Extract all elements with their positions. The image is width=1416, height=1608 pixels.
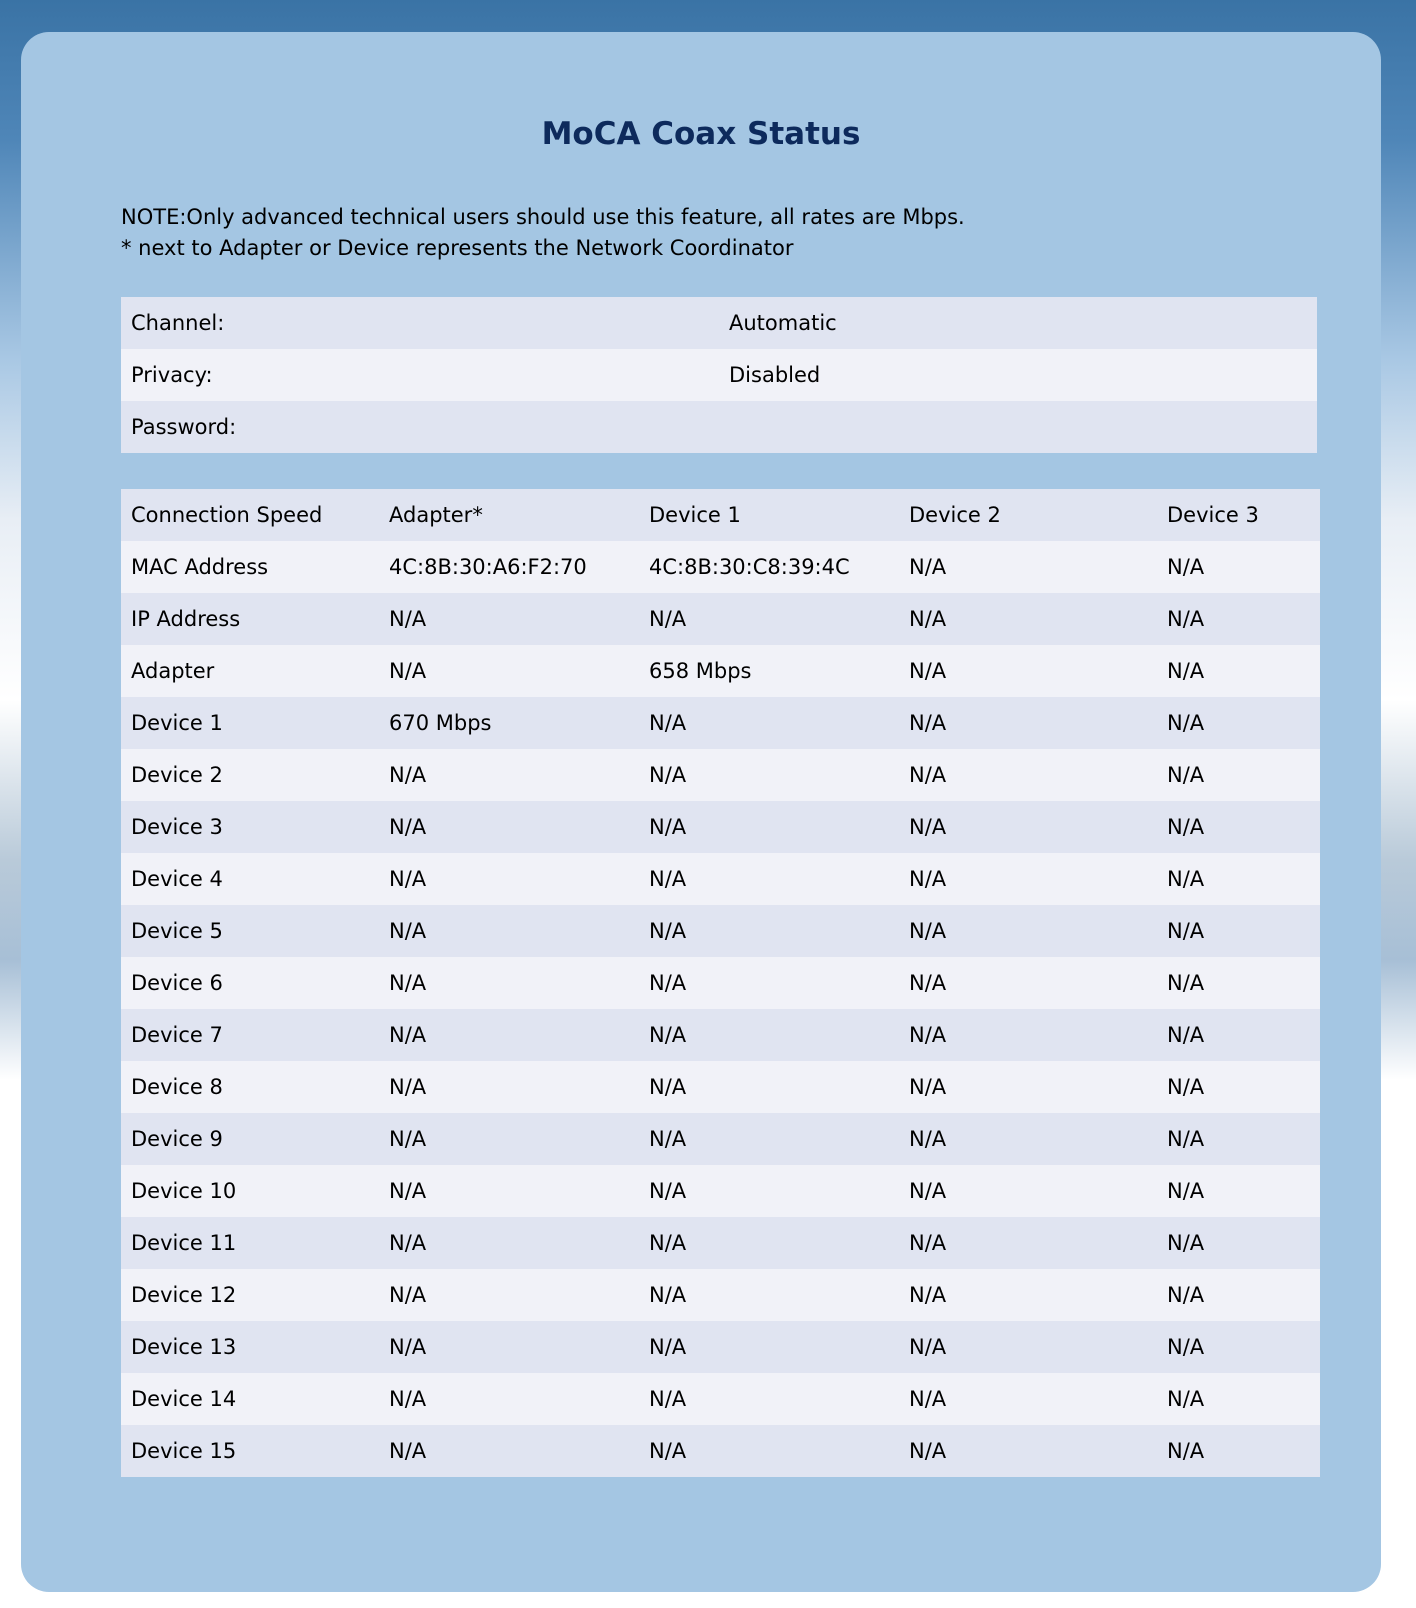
table-cell: N/A [909, 867, 947, 891]
table-cell: N/A [1167, 1335, 1205, 1359]
table-cell: N/A [389, 659, 427, 683]
table-cell: N/A [909, 1439, 947, 1463]
table-cell: N/A [909, 607, 947, 631]
table-cell: N/A [389, 1387, 427, 1411]
table-cell: N/A [909, 1179, 947, 1203]
row-label: Device 13 [131, 1335, 237, 1359]
settings-table [121, 297, 1317, 453]
table-cell: N/A [909, 815, 947, 839]
table-cell: N/A [1167, 1023, 1205, 1047]
table-cell: N/A [909, 1387, 947, 1411]
column-header: Device 2 [909, 503, 1001, 527]
settings-value [719, 401, 1317, 453]
table-row [121, 1269, 1320, 1321]
table-cell: N/A [389, 1179, 427, 1203]
table-cell: N/A [649, 1179, 687, 1203]
column-header: Device 3 [1167, 503, 1259, 527]
table-cell: N/A [389, 971, 427, 995]
table-cell: N/A [649, 1283, 687, 1307]
row-label: Device 3 [131, 815, 223, 839]
table-row [121, 1321, 1320, 1373]
table-cell: N/A [649, 1439, 687, 1463]
table-cell: N/A [649, 607, 687, 631]
table-cell: N/A [909, 659, 947, 683]
table-row [121, 645, 1320, 697]
row-label: MAC Address [131, 555, 269, 579]
row-label: Device 6 [131, 971, 223, 995]
table-cell: N/A [389, 1075, 427, 1099]
table-cell: N/A [1167, 555, 1205, 579]
settings-value: Disabled [729, 363, 821, 387]
row-label: Device 8 [131, 1075, 223, 1099]
table-row [121, 957, 1320, 1009]
table-cell: N/A [909, 1075, 947, 1099]
table-cell: N/A [649, 1127, 687, 1151]
table-row [121, 541, 1320, 593]
row-label: Device 4 [131, 867, 223, 891]
settings-row-password [121, 401, 1317, 453]
table-cell: N/A [1167, 971, 1205, 995]
row-label: Device 14 [131, 1387, 237, 1411]
table-cell: N/A [1167, 711, 1205, 735]
row-label: Device 5 [131, 919, 223, 943]
table-cell: N/A [1167, 1075, 1205, 1099]
status-header-row [121, 489, 1320, 541]
table-cell: N/A [649, 711, 687, 735]
row-label: Device 9 [131, 1127, 223, 1151]
table-row [121, 593, 1320, 645]
table-cell: N/A [909, 971, 947, 995]
table-cell: N/A [1167, 815, 1205, 839]
connection-status-table [121, 489, 1320, 1477]
table-cell: N/A [1167, 1127, 1205, 1151]
table-cell: N/A [1167, 1387, 1205, 1411]
row-label: Adapter [131, 659, 215, 683]
note-line: * next to Adapter or Device represents the Network Coordinator [121, 236, 794, 260]
row-label: Device 2 [131, 763, 223, 787]
table-cell: N/A [389, 919, 427, 943]
row-label: IP Address [131, 607, 241, 631]
table-row [121, 905, 1320, 957]
table-row [121, 1373, 1320, 1425]
content-panel [21, 32, 1381, 1592]
row-label: Device 1 [131, 711, 223, 735]
table-cell: N/A [909, 919, 947, 943]
table-cell: N/A [909, 1023, 947, 1047]
table-row [121, 801, 1320, 853]
table-cell: 4C:8B:30:C8:39:4C [649, 555, 850, 579]
settings-label: Channel: [131, 311, 225, 335]
table-cell: 670 Mbps [389, 711, 492, 735]
settings-value: Automatic [729, 311, 837, 335]
table-cell: 658 Mbps [649, 659, 752, 683]
table-row [121, 749, 1320, 801]
table-cell: N/A [1167, 607, 1205, 631]
table-cell: N/A [1167, 1179, 1205, 1203]
table-cell: 4C:8B:30:A6:F2:70 [389, 555, 587, 579]
table-cell: N/A [1167, 763, 1205, 787]
table-row [121, 1113, 1320, 1165]
settings-label: Password: [131, 415, 237, 439]
table-row [121, 1425, 1320, 1477]
table-cell: N/A [649, 1023, 687, 1047]
settings-label: Privacy: [131, 363, 213, 387]
table-cell: N/A [389, 607, 427, 631]
table-cell: N/A [1167, 659, 1205, 683]
table-cell: N/A [649, 867, 687, 891]
table-cell: N/A [649, 815, 687, 839]
page-title: MoCA Coax Status [541, 116, 861, 152]
table-cell: N/A [649, 763, 687, 787]
table-cell: N/A [389, 815, 427, 839]
table-row [121, 1217, 1320, 1269]
table-cell: N/A [649, 971, 687, 995]
table-cell: N/A [909, 711, 947, 735]
table-cell: N/A [649, 1075, 687, 1099]
row-label: Device 15 [131, 1439, 237, 1463]
table-cell: N/A [649, 1335, 687, 1359]
row-label: Device 10 [131, 1179, 237, 1203]
table-row [121, 1061, 1320, 1113]
row-label: Device 12 [131, 1283, 237, 1307]
column-header: Device 1 [649, 503, 741, 527]
table-row [121, 1165, 1320, 1217]
table-cell: N/A [389, 763, 427, 787]
row-label: Device 7 [131, 1023, 223, 1047]
table-cell: N/A [1167, 1231, 1205, 1255]
table-cell: N/A [649, 919, 687, 943]
table-cell: N/A [389, 867, 427, 891]
table-cell: N/A [649, 1387, 687, 1411]
table-cell: N/A [1167, 1283, 1205, 1307]
table-row [121, 1009, 1320, 1061]
table-cell: N/A [909, 1127, 947, 1151]
row-label: Device 11 [131, 1231, 237, 1255]
table-cell: N/A [1167, 1439, 1205, 1463]
table-cell: N/A [389, 1023, 427, 1047]
table-cell: N/A [909, 1231, 947, 1255]
table-cell: N/A [389, 1283, 427, 1307]
note-line: NOTE:Only advanced technical users should use this feature, all rates are Mbps. [121, 205, 965, 229]
table-cell: N/A [909, 763, 947, 787]
table-cell: N/A [909, 1283, 947, 1307]
settings-row-channel [121, 297, 1317, 349]
settings-row-privacy [121, 349, 1317, 401]
status-table-body [121, 541, 1320, 1477]
table-cell: N/A [389, 1439, 427, 1463]
table-cell: N/A [909, 555, 947, 579]
note-text [121, 202, 965, 264]
table-cell: N/A [649, 1231, 687, 1255]
table-row [121, 697, 1320, 749]
column-header: Adapter* [389, 503, 483, 527]
table-row [121, 853, 1320, 905]
table-cell: N/A [389, 1127, 427, 1151]
table-cell: N/A [389, 1335, 427, 1359]
table-cell: N/A [909, 1335, 947, 1359]
table-cell: N/A [1167, 919, 1205, 943]
table-cell: N/A [1167, 867, 1205, 891]
table-cell: N/A [389, 1231, 427, 1255]
column-header: Connection Speed [131, 503, 323, 527]
